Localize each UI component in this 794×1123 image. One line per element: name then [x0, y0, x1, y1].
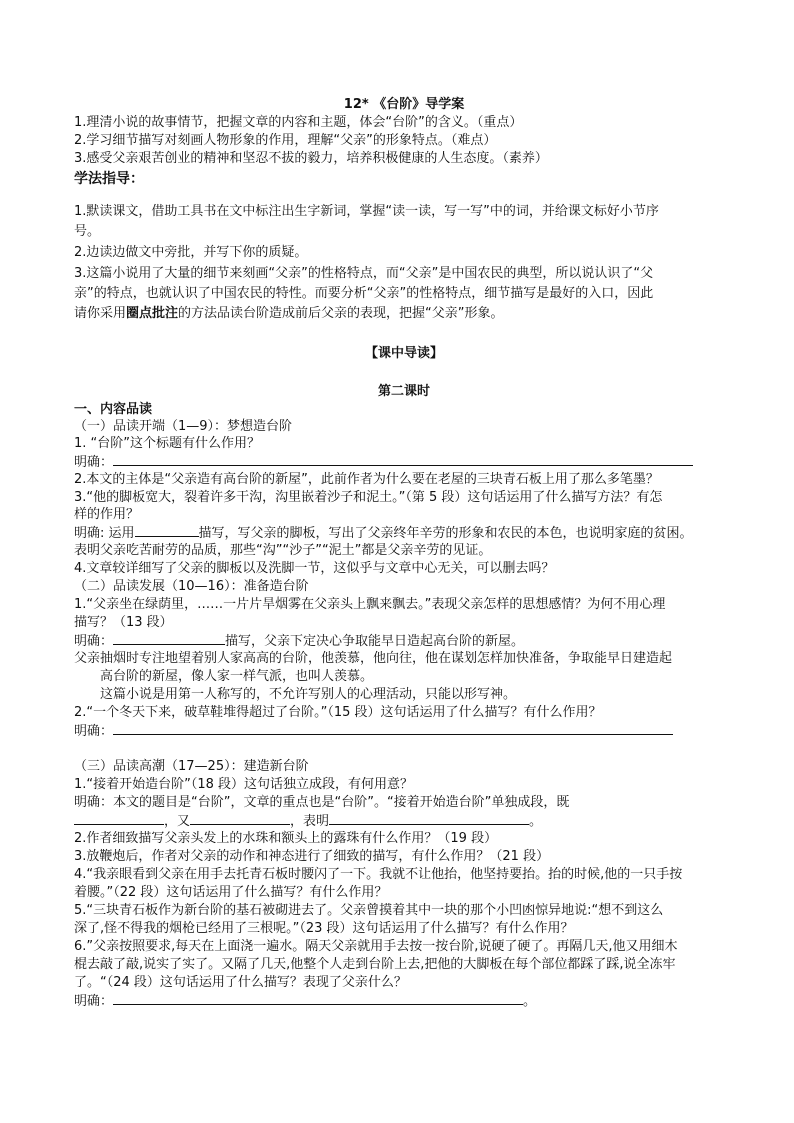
answer-text: 描写，父亲下定决心争取能早日造起高台阶的新屋。 [225, 634, 525, 649]
s3-q6b: 棍去敲了敲,说实了实了。又隔了几天,他整个人走到台阶上去,把他的大脚板在每个部位都踩了踩,说全冻牢 [74, 957, 676, 972]
page-title: 12* 《台阶》导学案 [343, 97, 465, 112]
s3-q2: 2.作者细致描写父亲头发上的水珠和额头上的露珠有什么作用？（19 段） [74, 831, 498, 846]
method-3c [74, 305, 504, 322]
s3-q6c: 了。“（24 段）这句话运用了什么描写？表现了父亲什么？ [74, 975, 407, 990]
method-2: 2.边读边做文中旁批，并写下你的质疑。 [74, 245, 308, 260]
s1-q3a: 3.“他的脚板宽大，裂着许多干沟，沟里嵌着沙子和泥土。”（第 5 段）这句话运用了什么描写方法？有怎 [74, 490, 663, 505]
s3-q1: 1.“接着开始造台阶”（18 段）这句话独立成段，有何用意？ [74, 777, 414, 792]
s3-answer-1a: 明确：本文的题目是“台阶”，文章的重点也是“台阶”。“接着开始造台阶”单独成段，既 [74, 795, 570, 810]
part-1-heading: 一、内容品读 [74, 402, 153, 417]
answer-blank[interactable] [113, 992, 523, 1005]
s1-answer-1 [74, 453, 693, 471]
answer-text: ，又 [164, 814, 191, 829]
section-title: 【课中导读】 [364, 346, 443, 361]
s2-q1a: 1.“父亲坐在绿荫里，……一片片旱烟雾在父亲头上飘来飘去。”表现父亲怎样的思想感情？为何不用心理 [74, 597, 666, 612]
answer-label: 明确： [74, 455, 114, 470]
s2-para-2: 高台阶的新屋，像人家一样气派，也叫人羡慕。 [100, 669, 374, 684]
s3-q3: 3.放鞭炮后，作者对父亲的动作和神态进行了细致的描写，有什么作用？（21 段） [74, 849, 550, 864]
s3-q4b: 着腰。”（22 段）这句话运用了什么描写？有什么作用？ [74, 885, 388, 900]
s2-answer-1 [74, 632, 524, 650]
method-3c-pre: 请你采用 [74, 306, 127, 321]
s2-q2: 2.“一个冬天下来，破草鞋堆得超过了台阶。”（15 段）这句话运用了什么描写？有什么作用？ [74, 705, 602, 720]
s1-answer-3 [74, 524, 693, 542]
answer-label: 明确： [74, 634, 114, 649]
goal-3: 3.感受父亲艰苦创业的精神和坚忍不拔的毅力，培养积极健康的人生态度。（素养） [74, 151, 548, 166]
answer-label: 明确： [74, 724, 114, 739]
answer-text: 描写，写父亲的脚板，写出了父亲终年辛劳的形象和农民的本色，也说明家庭的贫困。 [198, 526, 693, 541]
answer-text: ，表明 [290, 814, 330, 829]
s2-heading: （二）品读发展（10—16）：准备造台阶 [74, 579, 309, 594]
goal-2: 2.学习细节描写对刻画人物形象的作用，理解“父亲”的形象特点。（难点） [74, 133, 497, 148]
method-3b: 亲”的特点，也就认识了中国农民的特性。而要分析“父亲”的性格特点，细节描写是最好的入口，因此 [74, 286, 654, 301]
s2-para-1: 父亲抽烟时专注地望着别人家高高的台阶，他羡慕，他向往，他在谋划怎样加快准备，争取能早日建造起 [74, 651, 673, 666]
answer-text: 。 [529, 814, 543, 829]
answer-label: 明确： [74, 994, 114, 1009]
answer-blank[interactable] [113, 722, 673, 735]
s1-q1: 1. “台阶”这个标题有什么作用？ [74, 436, 261, 451]
s1-q3b: 样的作用？ [74, 507, 140, 522]
answer-blank[interactable] [190, 812, 290, 825]
s3-q5b: 深了,怪不得我的烟枪已经用了三根呢。”（23 段）这句话运用了什么描写？有什么作用？ [74, 921, 574, 936]
answer-blank[interactable] [329, 812, 529, 825]
method-heading: 学法指导： [74, 171, 144, 187]
method-1b: 号。 [74, 224, 101, 239]
s1-answer-3b: 表明父亲吃苦耐劳的品质，那些“沟”“沙子”“泥土”都是父亲辛劳的见证。 [74, 543, 492, 558]
answer-blank[interactable] [113, 453, 693, 466]
s2-para-3: 这篇小说是用第一人称写的，不允许写别人的心理活动，只能以形写神。 [100, 687, 517, 702]
answer-label: 明确: 运用 [74, 526, 135, 541]
answer-blank[interactable] [135, 524, 199, 537]
s3-q5a: 5.“三块青石板作为新台阶的基石被砌进去了。父亲曾摸着其中一块的那个小凹凼惊异地说:“想不到这么 [74, 903, 664, 918]
s1-heading: （一）品读开端（1—9）：梦想造台阶 [74, 419, 293, 434]
answer-blank[interactable] [113, 632, 225, 645]
s3-q6a: 6.”父亲按照要求,每天在上面浇一遍水。隔天父亲就用手去按一按台阶,说硬了硬了。再隔几天,他又用细木 [74, 939, 678, 954]
s3-answer-6 [74, 992, 536, 1010]
answer-blank[interactable] [74, 812, 164, 825]
s3-answer-1b [74, 812, 542, 830]
s3-q4a: 4.“我亲眼看到父亲在用手去托青石板时腰闪了一下。我就不让他抬，他坚持要抬。抬的时候,他的一只手按 [74, 867, 683, 882]
lesson-label: 第二课时 [377, 384, 430, 399]
s1-q4: 4.文章较详细写了父亲的脚板以及洗脚一节，这似乎与文章中心无关，可以删去吗？ [74, 561, 555, 576]
s1-q2: 2.本文的主体是“父亲造有高台阶的新屋”，此前作者为什么要在老屋的三块青石板上用了那么多笔墨？ [74, 472, 659, 487]
method-3c-bold: 圈点批注 [126, 306, 179, 321]
s2-q1b: 描写？（13 段） [74, 615, 173, 630]
answer-text: 。 [523, 994, 537, 1009]
goal-1: 1.理清小说的故事情节，把握文章的内容和主题，体会“台阶”的含义。（重点） [74, 115, 523, 130]
method-1a: 1.默读课文，借助工具书在文中标注出生字新词，掌握“读一读，写一写”中的词，并给课文标好小节序 [74, 204, 659, 219]
method-3c-post: 的方法品读台阶造成前后父亲的表现，把握“父亲”形象。 [178, 306, 504, 321]
method-3a: 3.这篇小说用了大量的细节来刻画“父亲”的性格特点，而“父亲”是中国农民的典型，所以说认识了“父 [74, 266, 654, 281]
s3-heading: （三）品读高潮（17—25）：建造新台阶 [74, 759, 309, 774]
s2-answer-2 [74, 722, 673, 740]
